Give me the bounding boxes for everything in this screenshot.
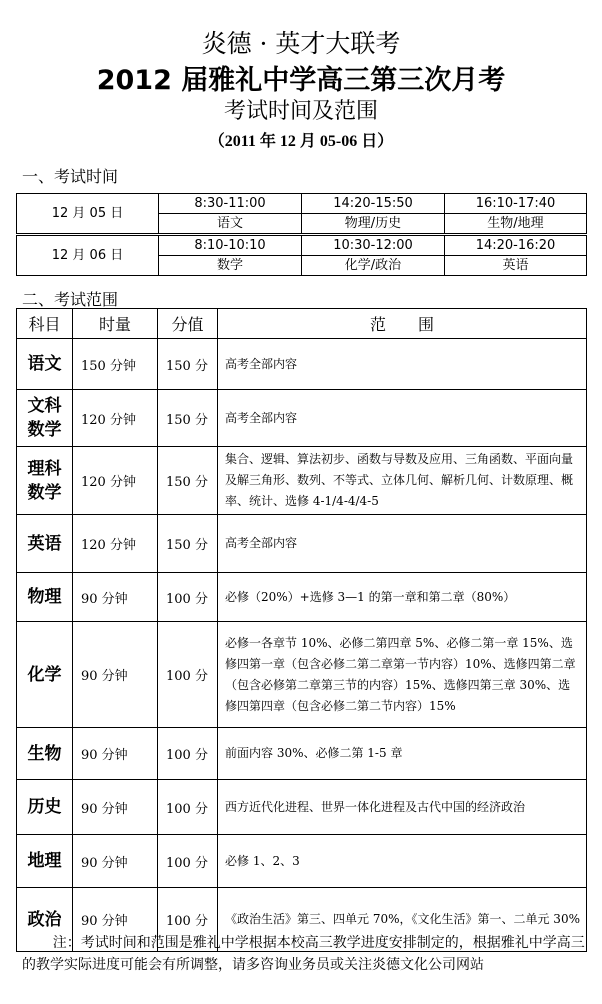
section-title-scope: 二、考试范围	[22, 290, 119, 309]
duration-cell: 90 分钟	[73, 622, 158, 728]
score-cell: 100 分	[158, 780, 218, 835]
date-range: （2011 年 12 月 05-06 日）	[208, 133, 394, 150]
table-row	[17, 515, 587, 573]
table-row	[17, 390, 587, 447]
table-row	[17, 780, 587, 835]
score-cell: 150 分	[158, 447, 218, 515]
score-cell: 100 分	[158, 835, 218, 888]
scope-cell: 高考全部内容	[218, 515, 587, 573]
column-header: 科目	[17, 309, 73, 339]
scope-cell: 高考全部内容	[218, 339, 587, 390]
table-row	[17, 235, 587, 256]
subject-cell	[17, 835, 73, 888]
score-cell: 100 分	[158, 728, 218, 780]
subject-label: 历史	[27, 797, 62, 817]
slot-subject: 物理/历史	[302, 214, 445, 235]
score-cell: 150 分	[158, 515, 218, 573]
column-header: 时量	[73, 309, 158, 339]
footnote: 注：考试时间和范围是雅礼中学根据本校高三教学进度安排制定的，根据雅礼中学高三的教学实际进度可能会有所调整，请多咨询业务员或关注炎德文化公司网站	[22, 935, 585, 973]
subject-label: 物理	[27, 587, 62, 607]
scope-table	[16, 308, 587, 952]
table-row	[17, 728, 587, 780]
subject-label: 文科数学	[27, 396, 62, 440]
slot-subject: 化学/政治	[302, 256, 445, 276]
day-date: 12 月 06 日	[17, 235, 159, 276]
slot-subject: 数学	[159, 256, 302, 276]
schedule-table	[16, 193, 587, 276]
subject-label: 地理	[27, 851, 62, 871]
duration-cell: 90 分钟	[73, 780, 158, 835]
scope-cell: 必修 1、2、3	[218, 835, 587, 888]
exam-title: 2012 届雅礼中学高三第三次月考	[96, 65, 506, 96]
subject-cell	[17, 780, 73, 835]
column-header: 范 围	[218, 309, 587, 339]
score-cell: 100 分	[158, 888, 218, 952]
score-cell: 100 分	[158, 573, 218, 622]
duration-cell: 90 分钟	[73, 835, 158, 888]
duration-cell: 120 分钟	[73, 390, 158, 447]
subject-cell	[17, 515, 73, 573]
subject-cell	[17, 728, 73, 780]
subject-cell	[17, 390, 73, 447]
day-date: 12 月 05 日	[17, 194, 159, 235]
header-title: 炎德 · 英才大联考	[201, 29, 401, 58]
duration-cell: 120 分钟	[73, 515, 158, 573]
table-row	[17, 835, 587, 888]
scope-cell: 《政治生活》第三、四单元 70%，《文化生活》第一、二单元 30%	[218, 888, 587, 952]
duration-cell: 90 分钟	[73, 728, 158, 780]
slot-subject: 生物/地理	[445, 214, 587, 235]
table-row	[17, 339, 587, 390]
slot-time: 16:10-17:40	[445, 194, 587, 214]
table-row	[17, 573, 587, 622]
subject-label: 英语	[27, 533, 62, 554]
subject-cell	[17, 339, 73, 390]
table-row	[17, 447, 587, 515]
slot-time: 14:20-16:20	[445, 235, 587, 256]
subject-label: 化学	[27, 664, 62, 685]
column-header: 分值	[158, 309, 218, 339]
subtitle: 考试时间及范围	[223, 99, 378, 124]
subject-label: 生物	[27, 743, 62, 764]
slot-time: 10:30-12:00	[302, 235, 445, 256]
subject-cell	[17, 573, 73, 622]
table-header-row	[17, 309, 587, 339]
slot-time: 14:20-15:50	[302, 194, 445, 214]
duration-cell: 120 分钟	[73, 447, 158, 515]
score-cell: 150 分	[158, 339, 218, 390]
slot-subject: 语文	[159, 214, 302, 235]
section-title-schedule: 一、考试时间	[22, 167, 119, 186]
scope-cell: 必修（20%）+选修 3—1 的第一章和第二章（80%）	[218, 573, 587, 622]
scope-cell: 必修一各章节 10%、必修二第四章 5%、必修二第一章 15%、选修四第一章（包含必修二第二章第一节内容）10%、选修四第二章（包含必修第二章第三节的内容）15%、选修四第三章 30%、选修四第四章（包含必修二第二节内容）15%	[218, 622, 587, 728]
scope-cell: 西方近代化进程、世界一体化进程及古代中国的经济政治	[218, 780, 587, 835]
subject-label: 语文	[27, 354, 62, 374]
subject-label: 理科数学	[27, 458, 62, 503]
score-cell: 100 分	[158, 622, 218, 728]
table-row	[17, 622, 587, 728]
slot-subject: 英语	[445, 256, 587, 276]
subject-cell	[17, 622, 73, 728]
duration-cell: 90 分钟	[73, 573, 158, 622]
slot-time: 8:10-10:10	[159, 235, 302, 256]
subject-label: 政治	[27, 909, 62, 930]
duration-cell: 150 分钟	[73, 339, 158, 390]
table-row	[17, 194, 587, 214]
score-cell: 150 分	[158, 390, 218, 447]
subject-cell	[17, 447, 73, 515]
scope-cell: 高考全部内容	[218, 390, 587, 447]
scope-cell: 前面内容 30%、必修二第 1-5 章	[218, 728, 587, 780]
slot-time: 8:30-11:00	[159, 194, 302, 214]
duration-cell: 90 分钟	[73, 888, 158, 952]
scope-cell: 集合、逻辑、算法初步、函数与导数及应用、三角函数、平面向量及解三角形、数列、不等式、立体几何、解析几何、计数原理、概率、统计、选修 4-1/4-4/4-5	[218, 447, 587, 515]
